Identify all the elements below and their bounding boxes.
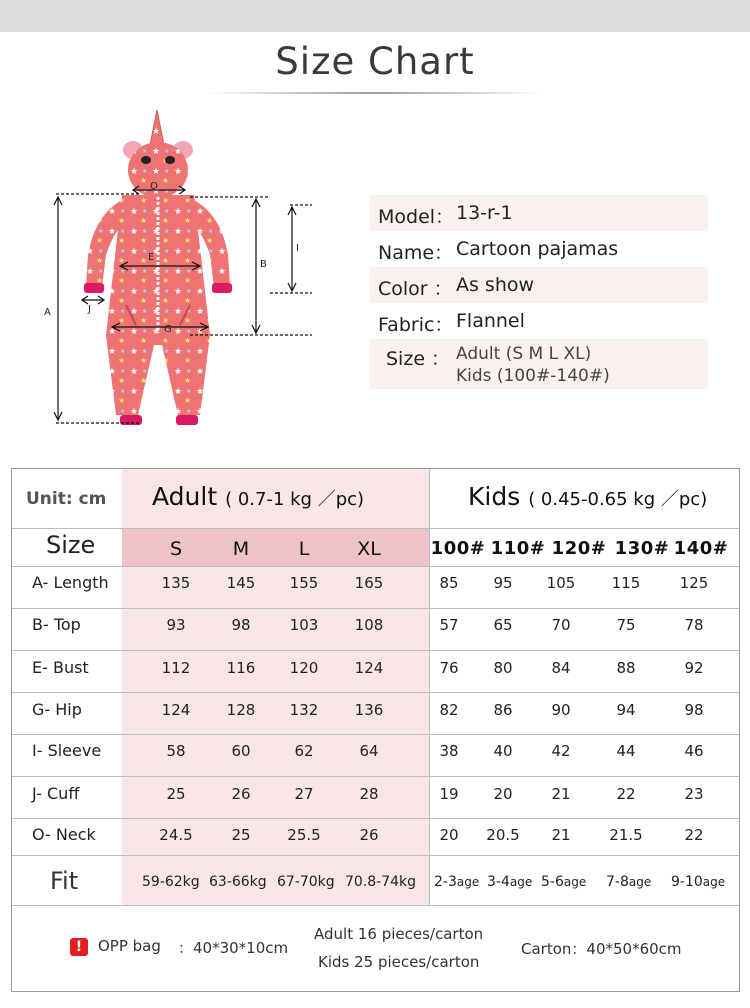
title-underline bbox=[205, 92, 545, 94]
fit-adult-2: 67-70kg bbox=[277, 874, 335, 890]
table-grid-line bbox=[12, 776, 739, 777]
cell-top-kids-2: 70 bbox=[551, 616, 571, 634]
adult-title: Adult bbox=[152, 482, 218, 511]
table-grid-line bbox=[12, 734, 739, 735]
cell-cuff-kids-1: 20 bbox=[493, 785, 513, 803]
cell-hip-kids-1: 86 bbox=[493, 701, 513, 719]
fabric-label: Fabric： bbox=[378, 314, 454, 336]
col-size-m: M bbox=[232, 538, 250, 560]
kids-weight: ( 0.45-0.65 kg ／pc) bbox=[528, 489, 708, 510]
cell-cuff-adult-1: 26 bbox=[231, 785, 251, 803]
col-size-110: 110# bbox=[490, 538, 546, 559]
cell-top-kids-1: 65 bbox=[493, 616, 513, 634]
cell-sleeve-kids-2: 42 bbox=[551, 742, 571, 760]
fit-kids-unit: age bbox=[509, 875, 533, 889]
label-j: J bbox=[88, 304, 91, 315]
cell-neck-adult-0: 24.5 bbox=[159, 826, 193, 844]
cell-neck-adult-2: 25.5 bbox=[287, 826, 321, 844]
cell-cuff-adult-3: 28 bbox=[359, 785, 379, 803]
col-size-140: 140# bbox=[673, 538, 729, 559]
fit-kids-4 bbox=[671, 874, 725, 890]
color-value: As show bbox=[456, 274, 535, 296]
label-e: E bbox=[148, 252, 155, 263]
row-label-bust: E- Bust bbox=[32, 658, 89, 677]
cell-bust-kids-1: 80 bbox=[493, 659, 513, 677]
warning-icon: ! bbox=[70, 938, 88, 956]
info-model bbox=[370, 195, 708, 231]
cell-hip-kids-3: 94 bbox=[616, 701, 636, 719]
label-o: O bbox=[150, 181, 158, 192]
cell-hip-kids-2: 90 bbox=[551, 701, 571, 719]
cell-neck-kids-3: 21.5 bbox=[609, 826, 643, 844]
adult-weight: ( 0.7-1 kg ／pc) bbox=[225, 489, 365, 510]
carton-size bbox=[521, 938, 682, 959]
info-name bbox=[370, 231, 708, 267]
cell-cuff-kids-3: 22 bbox=[616, 785, 636, 803]
table-grid-line bbox=[12, 608, 739, 609]
cell-sleeve-adult-1: 60 bbox=[231, 742, 251, 760]
cell-hip-adult-1: 128 bbox=[226, 701, 256, 719]
cell-top-adult-2: 103 bbox=[289, 616, 319, 634]
color-label: Color ： bbox=[378, 278, 453, 300]
cell-bust-adult-0: 112 bbox=[161, 659, 191, 677]
info-fabric bbox=[370, 303, 708, 339]
cell-length-kids-0: 85 bbox=[439, 574, 459, 592]
cell-sleeve-adult-3: 64 bbox=[359, 742, 379, 760]
model-value: 13-r-1 bbox=[456, 202, 513, 224]
fit-kids-range: 5-6 bbox=[541, 874, 564, 890]
row-label-length: A- Length bbox=[32, 573, 109, 592]
cell-length-adult-2: 155 bbox=[289, 574, 319, 592]
name-label: Name： bbox=[378, 242, 454, 264]
cell-sleeve-kids-0: 38 bbox=[439, 742, 459, 760]
fit-label: Fit bbox=[50, 867, 79, 895]
size-kids-range: Kids (100#-140#) bbox=[456, 366, 610, 386]
cell-sleeve-kids-3: 44 bbox=[616, 742, 636, 760]
table-grid-line bbox=[12, 818, 739, 819]
model-label: Model： bbox=[378, 206, 455, 228]
table-grid-line bbox=[12, 566, 739, 567]
size-adult-range: Adult (S M L XL) bbox=[456, 344, 592, 364]
fit-kids-unit: age bbox=[456, 875, 480, 889]
top-strip bbox=[0, 0, 750, 32]
row-label-neck: O- Neck bbox=[32, 825, 96, 844]
cell-hip-adult-2: 132 bbox=[289, 701, 319, 719]
cell-hip-adult-0: 124 bbox=[161, 701, 191, 719]
row-label-cuff: J- Cuff bbox=[32, 784, 80, 803]
adult-header bbox=[152, 482, 364, 511]
label-g: G bbox=[164, 324, 172, 335]
row-label-hip: G- Hip bbox=[32, 700, 82, 719]
fit-kids-range: 7-8 bbox=[606, 874, 629, 890]
fabric-value: Flannel bbox=[456, 310, 525, 332]
table-grid-line bbox=[12, 528, 739, 529]
fit-kids-unit: age bbox=[628, 875, 652, 889]
fit-kids-range: 3-4 bbox=[487, 874, 510, 890]
fit-kids-2 bbox=[541, 874, 586, 890]
fit-kids-3 bbox=[606, 874, 651, 890]
table-grid-line bbox=[12, 650, 739, 651]
row-label-top: B- Top bbox=[32, 615, 81, 634]
unit-label: Unit: cm bbox=[26, 489, 107, 509]
label-i: I bbox=[296, 243, 299, 254]
adult-pieces: Adult 16 pieces/carton bbox=[314, 925, 484, 943]
cell-neck-kids-1: 20.5 bbox=[486, 826, 520, 844]
cell-cuff-kids-0: 19 bbox=[439, 785, 459, 803]
cell-length-kids-3: 115 bbox=[611, 574, 641, 592]
name-value: Cartoon pajamas bbox=[456, 238, 619, 260]
cell-length-adult-1: 145 bbox=[226, 574, 256, 592]
cell-neck-adult-3: 26 bbox=[359, 826, 379, 844]
carton-value: 40*50*60cm bbox=[586, 940, 682, 958]
fit-adult-0: 59-62kg bbox=[142, 874, 200, 890]
size-table bbox=[11, 468, 740, 992]
cell-hip-kids-4: 98 bbox=[684, 701, 704, 719]
cell-top-kids-4: 78 bbox=[684, 616, 704, 634]
cell-cuff-kids-2: 21 bbox=[551, 785, 571, 803]
fit-kids-0 bbox=[434, 874, 479, 890]
cell-hip-adult-3: 136 bbox=[354, 701, 384, 719]
cell-top-adult-0: 93 bbox=[166, 616, 186, 634]
cell-bust-kids-3: 88 bbox=[616, 659, 636, 677]
cell-neck-kids-4: 22 bbox=[684, 826, 704, 844]
cell-length-kids-2: 105 bbox=[546, 574, 576, 592]
page-title: Size Chart bbox=[275, 40, 475, 83]
fit-adult-3: 70.8-74kg bbox=[345, 874, 417, 890]
table-grid-line bbox=[12, 905, 739, 906]
cell-sleeve-kids-1: 40 bbox=[493, 742, 513, 760]
cell-top-adult-1: 98 bbox=[231, 616, 251, 634]
cell-bust-adult-2: 120 bbox=[289, 659, 319, 677]
cell-top-kids-3: 75 bbox=[616, 616, 636, 634]
product-info bbox=[370, 195, 708, 389]
col-size-l: L bbox=[298, 538, 310, 560]
info-size bbox=[370, 339, 708, 389]
row-label-sleeve: I- Sleeve bbox=[32, 741, 102, 760]
cell-neck-kids-2: 21 bbox=[551, 826, 571, 844]
cell-top-adult-3: 108 bbox=[354, 616, 384, 634]
fit-kids-range: 9-10 bbox=[671, 874, 703, 890]
col-size-130: 130# bbox=[614, 538, 670, 559]
cell-length-kids-1: 95 bbox=[493, 574, 513, 592]
kids-header bbox=[468, 482, 707, 511]
fit-kids-unit: age bbox=[702, 875, 726, 889]
cell-hip-kids-0: 82 bbox=[439, 701, 459, 719]
label-b: B bbox=[260, 259, 267, 270]
cell-cuff-kids-4: 23 bbox=[684, 785, 704, 803]
cell-cuff-adult-2: 27 bbox=[294, 785, 314, 803]
opp-bag-label: OPP bag bbox=[98, 937, 161, 955]
cell-bust-kids-2: 84 bbox=[551, 659, 571, 677]
cell-sleeve-adult-2: 62 bbox=[294, 742, 314, 760]
cell-length-adult-3: 165 bbox=[354, 574, 384, 592]
cell-cuff-adult-0: 25 bbox=[166, 785, 186, 803]
fit-adult-1: 63-66kg bbox=[209, 874, 267, 890]
fit-kids-range: 2-3 bbox=[434, 874, 457, 890]
info-color bbox=[370, 267, 708, 303]
col-size-xl: XL bbox=[357, 538, 381, 560]
col-size-100: 100# bbox=[430, 538, 486, 559]
garment-diagram bbox=[40, 105, 325, 435]
fit-kids-1 bbox=[487, 874, 532, 890]
cell-bust-kids-0: 76 bbox=[439, 659, 459, 677]
cell-bust-adult-1: 116 bbox=[226, 659, 256, 677]
carton-label: Carton： bbox=[521, 940, 587, 958]
kids-pieces: Kids 25 pieces/carton bbox=[318, 953, 480, 971]
table-grid-line bbox=[12, 855, 739, 856]
cell-bust-adult-3: 124 bbox=[354, 659, 384, 677]
cell-neck-kids-0: 20 bbox=[439, 826, 459, 844]
col-size-120: 120# bbox=[551, 538, 607, 559]
cell-length-adult-0: 135 bbox=[161, 574, 191, 592]
fit-kids-unit: age bbox=[563, 875, 587, 889]
opp-bag-value: ：40*30*10cm bbox=[178, 939, 289, 957]
size-row-label: Size bbox=[46, 531, 96, 559]
cell-bust-kids-4: 92 bbox=[684, 659, 704, 677]
size-info-label: Size ： bbox=[386, 348, 451, 370]
size-info-value bbox=[456, 343, 610, 387]
garment-svg bbox=[40, 105, 325, 435]
cell-top-kids-0: 57 bbox=[439, 616, 459, 634]
table-grid-line bbox=[12, 692, 739, 693]
label-a: A bbox=[44, 307, 51, 318]
cell-sleeve-kids-4: 46 bbox=[684, 742, 704, 760]
cell-neck-adult-1: 25 bbox=[231, 826, 251, 844]
kids-title: Kids bbox=[468, 482, 521, 511]
cell-sleeve-adult-0: 58 bbox=[166, 742, 186, 760]
col-size-s: S bbox=[169, 538, 183, 560]
cell-length-kids-4: 125 bbox=[679, 574, 709, 592]
